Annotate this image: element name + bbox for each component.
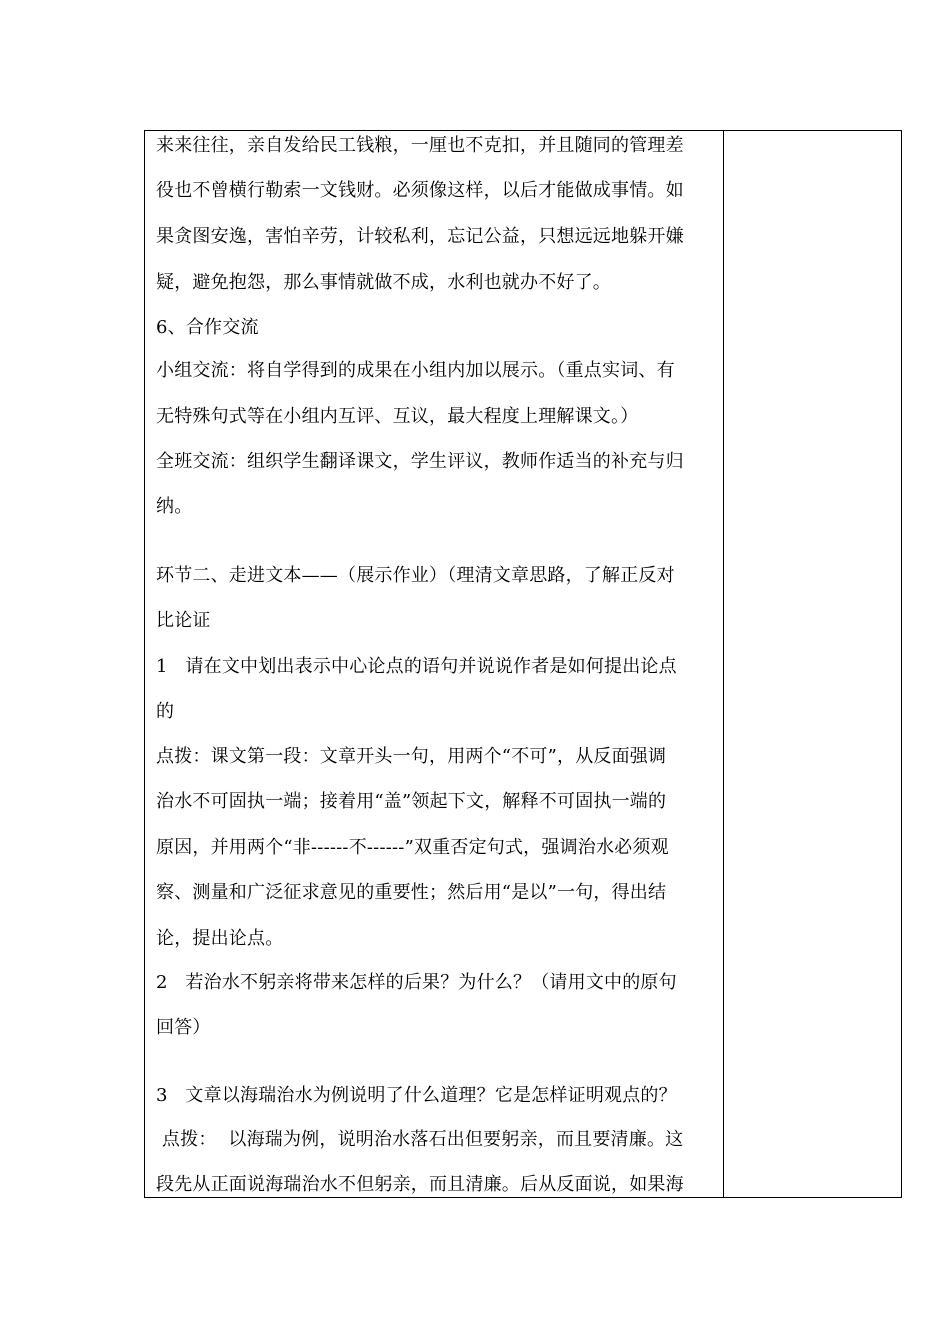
question-line: 1 请在文中划出表示中心论点的语句并说说作者是如何提出论点 [156,656,677,677]
question-line: 3 文章以海瑞治水为例说明了什么道理？它是怎样证明观点的？ [156,1085,677,1106]
section-heading: 6、合作交流 [156,317,259,338]
question-line: 2 若治水不躬亲将带来怎样的后果？为什么？（请用文中的原句 [156,972,677,993]
text-line: 疑，避免抱怨，那么事情就做不成，水利也就办不好了。 [156,272,611,293]
text-line: 无特殊句式等在小组内互评、互议，最大程度上理解课文。） [156,406,639,427]
text-line: 段先从正面说海瑞治水不但躬亲，而且清廉。后从反面说，如果海 [156,1174,684,1195]
document-table [144,130,902,1198]
main-content-cell [145,131,723,1197]
text-line: 果贪图安逸，害怕辛劳，计较私利，忘记公益，只想远远地躲开嫌 [156,226,684,247]
section-heading: 环节二、走进文本——（展示作业）（理清文章思路，了解正反对 [156,565,675,586]
text-line: 原因，并用两个“非------不------”双重否定句式，强调治水必须观 [156,837,669,858]
text-line: 纳。 [156,496,193,517]
text-line: 回答） [156,1017,211,1038]
text-line: 点拨：课文第一段：文章开头一句，用两个“不可”，从反面强调 [156,746,667,767]
text-line: 治水不可固执一端；接着用“盖”领起下文，解释不可固执一端的 [156,791,667,812]
text-line: 察、测量和广泛征求意见的重要性；然后用“是以”一句，得出结 [156,882,667,903]
text-line: 论，提出论点。 [156,928,284,949]
text-line: 的 [156,701,175,722]
text-line: 役也不曾横行勒索一文钱财。必须像这样，以后才能做成事情。如 [156,180,684,201]
text-line: 小组交流：将自学得到的成果在小组内加以展示。（重点实词、有 [156,360,675,381]
text-line: 来来往往，亲自发给民工钱粮，一厘也不克扣，并且随同的管理差 [156,135,684,156]
text-line: 全班交流：组织学生翻译课文，学生评议，教师作适当的补充与归 [156,451,684,472]
notes-cell [724,131,901,1197]
text-line: 点拨： 以海瑞为例，说明治水落石出但要躬亲，而且要清廉。这 [156,1129,684,1150]
text-line: 比论证 [156,610,211,631]
